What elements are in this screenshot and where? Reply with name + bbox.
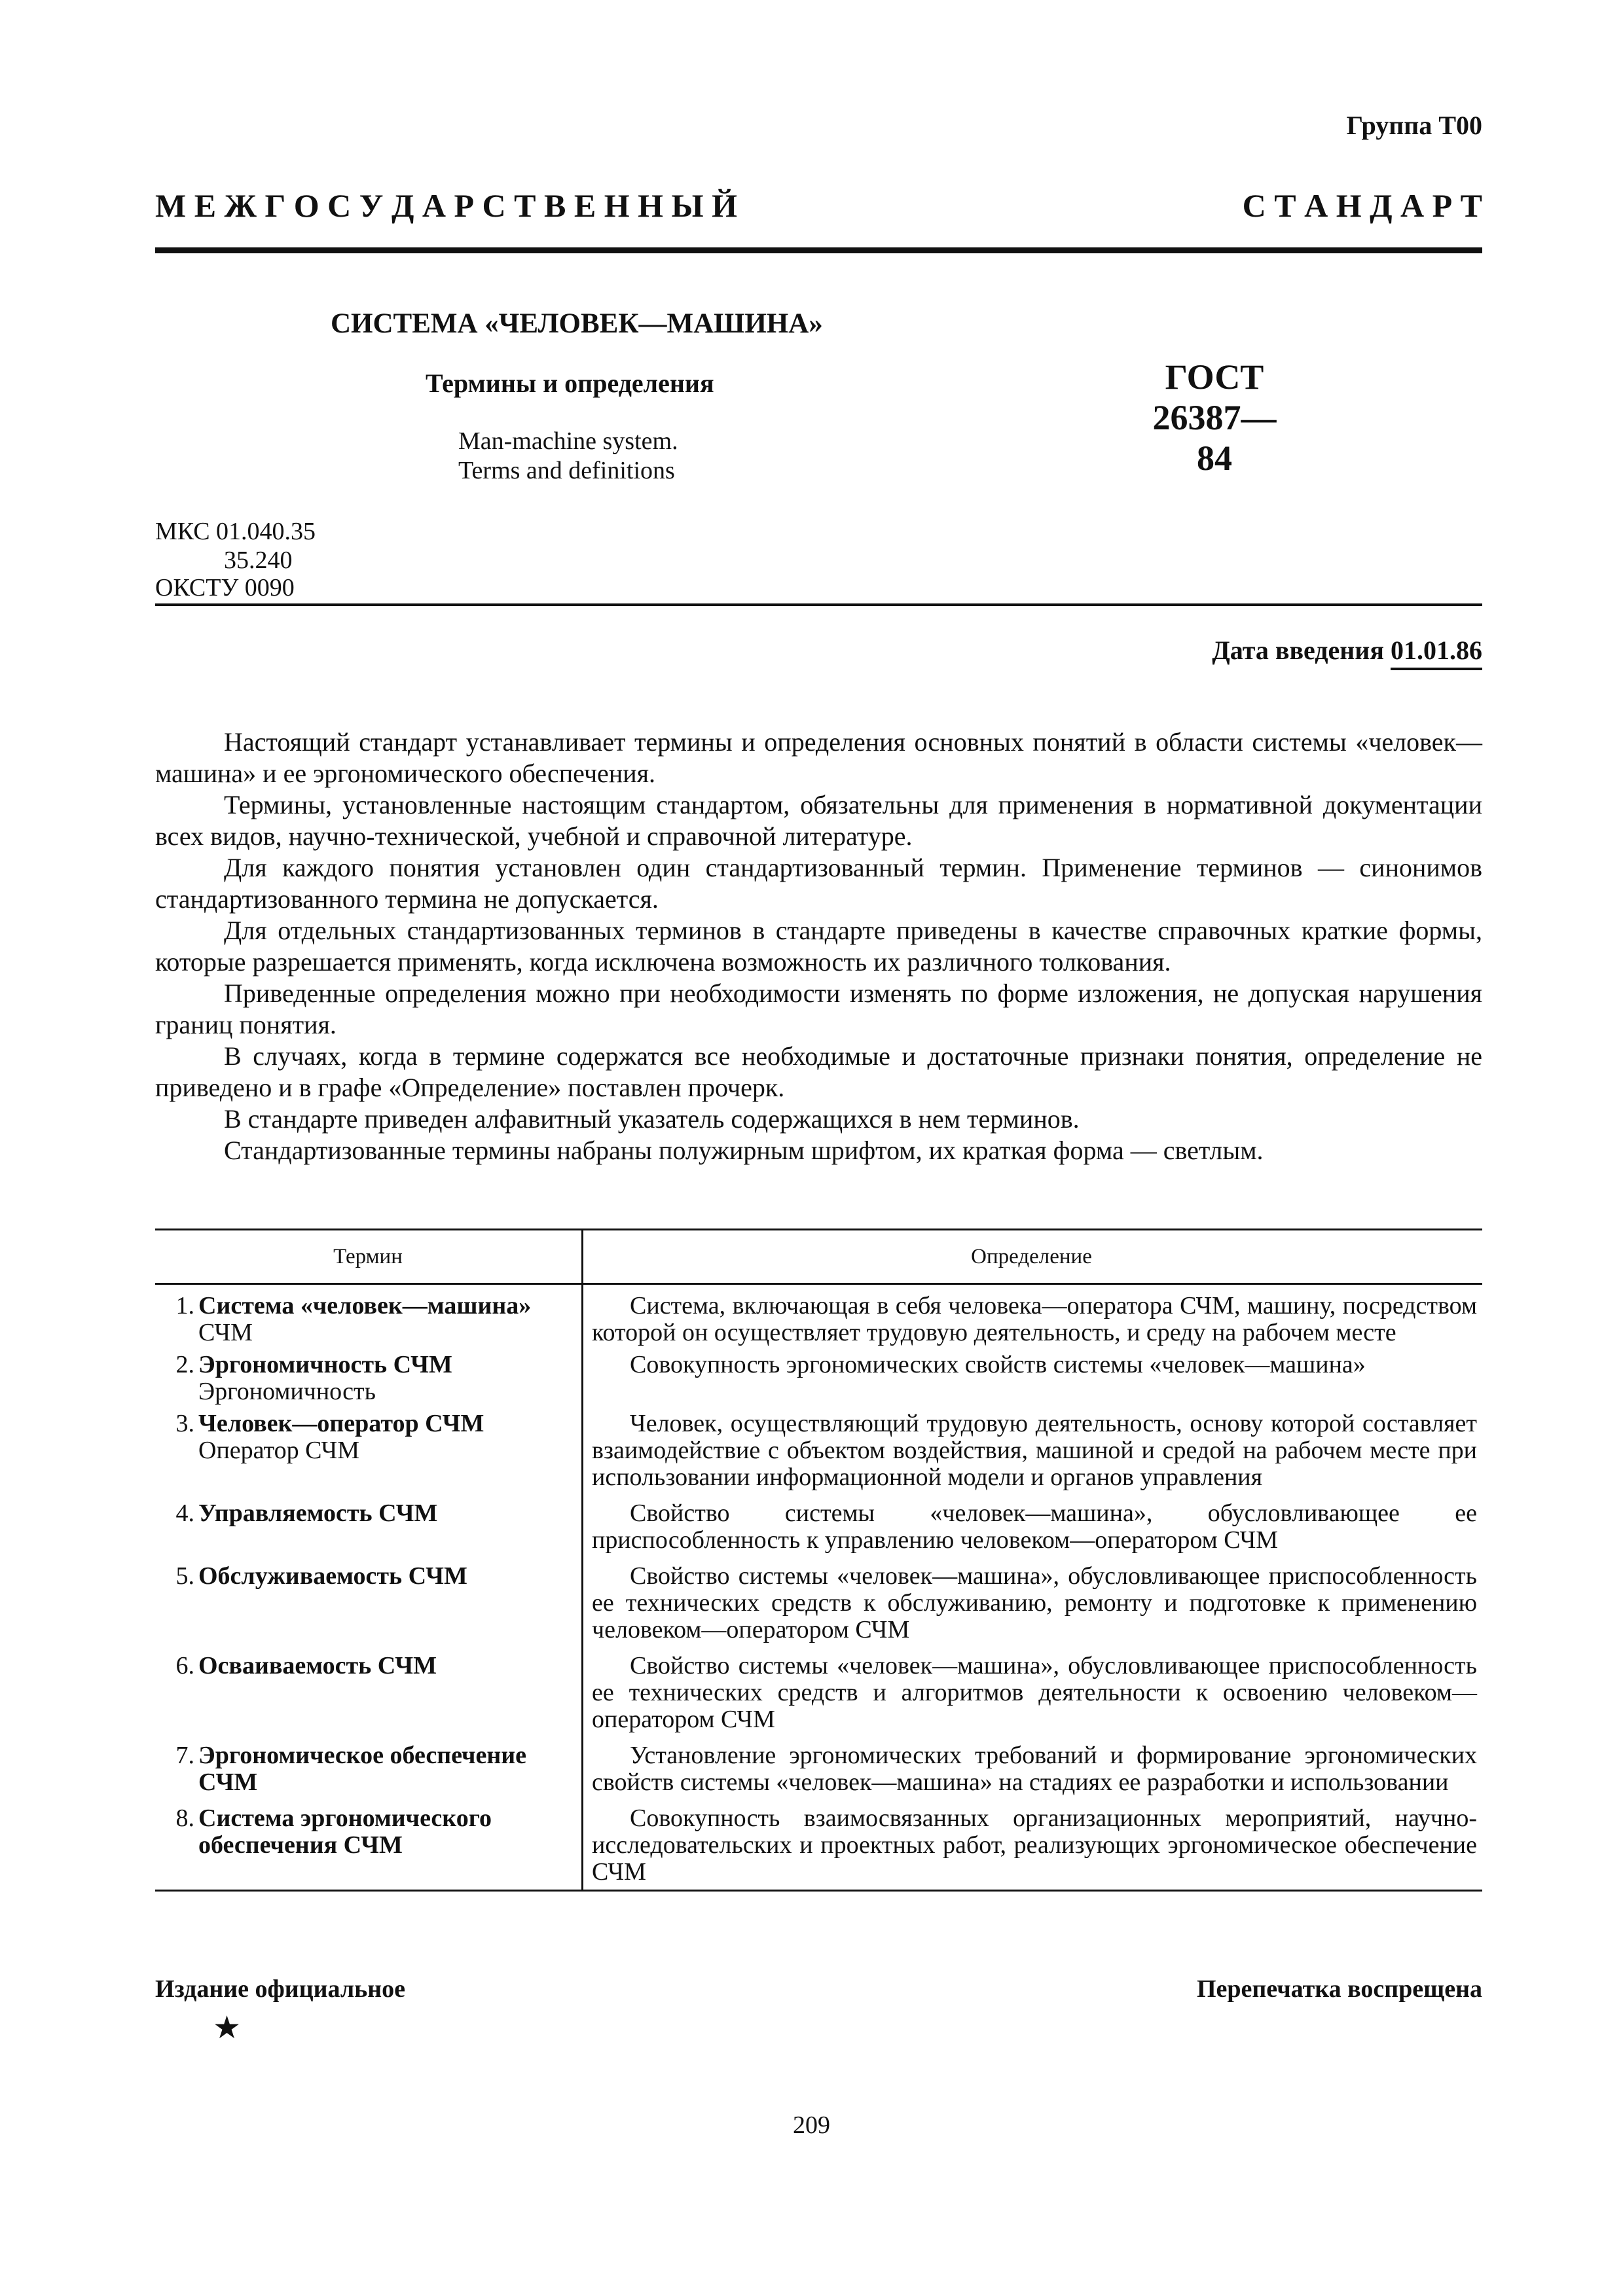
- table-row: [155, 1500, 1482, 1554]
- term-short-form: Эргономичность: [198, 1378, 376, 1405]
- page-number: 209: [793, 2111, 830, 2139]
- column-divider: [581, 1229, 583, 1892]
- gost-number: [1136, 357, 1293, 478]
- term-number: 2.: [175, 1351, 194, 1378]
- term-name-continued: СЧМ: [198, 1768, 258, 1796]
- mks-code-1: МКС 01.040.35: [155, 518, 316, 545]
- intro-paragraph: Приведенные определения можно при необходимости изменять по форме изложения, не допуская нарушения границ понятия.: [155, 978, 1482, 1039]
- gost-label: ГОСТ: [1165, 357, 1264, 397]
- term-number: 3.: [175, 1410, 194, 1437]
- definition-cell: Совокупность эргономических свойств системы «человек—машина»: [630, 1351, 1366, 1378]
- term-number: 6.: [175, 1652, 194, 1679]
- term-name-continued: обеспечения СЧМ: [198, 1831, 403, 1859]
- date-label: Дата введения: [1212, 636, 1384, 665]
- term-cell: [155, 1293, 581, 1346]
- table-row: [155, 1293, 1482, 1346]
- okstu-code: ОКСТУ 0090: [155, 574, 295, 601]
- table-row: [155, 1653, 1482, 1733]
- header-term: Термин: [333, 1244, 403, 1268]
- term-number: 8.: [175, 1804, 194, 1832]
- table-header: [155, 1229, 1482, 1285]
- term-number: 4.: [175, 1499, 194, 1527]
- introduction: [155, 726, 1482, 1166]
- table-row: [155, 1805, 1482, 1886]
- term-cell: [155, 1742, 581, 1796]
- english-title-2: Terms and definitions: [458, 457, 675, 484]
- table-row: [155, 1410, 1482, 1491]
- intro-paragraph: Термины, установленные настоящим стандартом, обязательны для применения в нормативной документации всех видов, научно-технической, учебной и справочной литературе.: [155, 790, 1482, 851]
- date-value: 01.01.86: [1391, 636, 1482, 670]
- term-number: 5.: [175, 1562, 194, 1590]
- term-cell: [155, 1805, 581, 1886]
- intro-paragraph: В стандарте приведен алфавитный указатель содержащихся в нем терминов.: [224, 1104, 1080, 1134]
- term-cell: [155, 1500, 581, 1554]
- header-definition: Определение: [971, 1244, 1092, 1268]
- term-name: Эргономическое обеспечение: [198, 1742, 527, 1769]
- intro-paragraph: Для каждого понятия установлен один стандартизованный термин. Применение терминов — синонимов стандартизованного термина не допускается.: [155, 853, 1482, 914]
- term-name: Эргономичность СЧМ: [198, 1351, 452, 1378]
- system-subtitle: Термины и определения: [426, 368, 714, 398]
- star-icon: ★: [213, 2011, 242, 2045]
- official-edition-label: Издание официальное: [155, 1975, 406, 2003]
- definition-cell: Свойство системы «человек—машина», обусловливающее ее приспособленность к управлению человеком—оператором СЧМ: [592, 1499, 1477, 1554]
- definition-cell: Система, включающая в себя человека—оператора СЧМ, машину, посредством которой он осуществляет трудовую деятельность, и среду на рабочем месте: [592, 1292, 1477, 1346]
- group-code: Группа Т00: [1346, 111, 1482, 140]
- intro-paragraph: В случаях, когда в термине содержатся все необходимые и достаточные признаки понятия, определение не приведено и в графе «Определение» поставлен прочерк.: [155, 1041, 1482, 1102]
- codes-rule: [155, 603, 1482, 606]
- terms-table: [155, 1229, 1482, 1892]
- banner-left: М Е Ж Г О С У Д А Р С Т В Е Н Н Ы Й: [155, 187, 737, 224]
- intro-paragraph: Настоящий стандарт устанавливает термины и определения основных понятий в области системы «человек—машина» и ее эргономического обеспечения.: [155, 727, 1482, 788]
- term-cell: [155, 1653, 581, 1733]
- english-title-1: Man-machine system.: [458, 427, 678, 455]
- term-short-form: Оператор СЧМ: [198, 1437, 360, 1464]
- term-number: 7.: [175, 1742, 194, 1769]
- table-row: [155, 1352, 1482, 1405]
- standard-banner: [155, 187, 1482, 226]
- term-name: Обслуживаемость СЧМ: [198, 1562, 467, 1590]
- term-short-form: СЧМ: [198, 1319, 253, 1346]
- term-cell: [155, 1352, 581, 1405]
- definition-cell: Человек, осуществляющий трудовую деятельность, основу которой составляет взаимодействие с объектом воздействия, машиной и средой на рабочем месте при использовании информационной модели и органов управления: [592, 1410, 1477, 1491]
- table-row: [155, 1563, 1482, 1643]
- definition-cell: Свойство системы «человек—машина», обусловливающее приспособленность ее технических средств и алгоритмов деятельности к освоению человеком—оператором СЧМ: [592, 1652, 1477, 1733]
- effective-date: [1212, 635, 1482, 666]
- term-name: Система эргономического: [198, 1804, 492, 1832]
- term-cell: [155, 1410, 581, 1491]
- reprint-prohibited-label: Перепечатка воспрещена: [1196, 1975, 1482, 2003]
- intro-paragraph: Для отдельных стандартизованных терминов в стандарте приведены в качестве справочных краткие формы, которые разрешается применять, когда исключена возможность их различного толкования.: [155, 916, 1482, 977]
- definition-cell: Совокупность взаимосвязанных организационных мероприятий, научно-исследовательских и проектных работ, реализующих эргономическое обеспечение СЧМ: [592, 1804, 1477, 1886]
- definition-cell: Установление эргономических требований и формирование эргономических свойств системы «человек—машина» на стадиях ее разработки и использовании: [592, 1742, 1477, 1796]
- header-rule: [155, 247, 1482, 253]
- table-row: [155, 1742, 1482, 1796]
- definition-cell: Свойство системы «человек—машина», обусловливающее приспособленность ее технических средств к обслуживанию, ремонту и подготовке к применению человеком—оператором СЧМ: [592, 1562, 1477, 1643]
- banner-right: С Т А Н Д А Р Т: [1242, 187, 1482, 224]
- gost-code: 26387—84: [1152, 398, 1277, 478]
- mks-code-2: 35.240: [224, 547, 293, 574]
- system-title: СИСТЕМА «ЧЕЛОВЕК—МАШИНА»: [331, 308, 823, 339]
- term-name: Человек—оператор СЧМ: [198, 1410, 484, 1437]
- term-name: Система «человек—машина»: [198, 1292, 532, 1319]
- intro-paragraph: Стандартизованные термины набраны полужирным шрифтом, их краткая форма — светлым.: [224, 1136, 1264, 1165]
- term-name: Управляемость СЧМ: [198, 1499, 438, 1527]
- term-cell: [155, 1563, 581, 1643]
- table-bottom-rule: [155, 1890, 1482, 1892]
- term-name: Осваиваемость СЧМ: [198, 1652, 437, 1679]
- term-number: 1.: [175, 1292, 194, 1319]
